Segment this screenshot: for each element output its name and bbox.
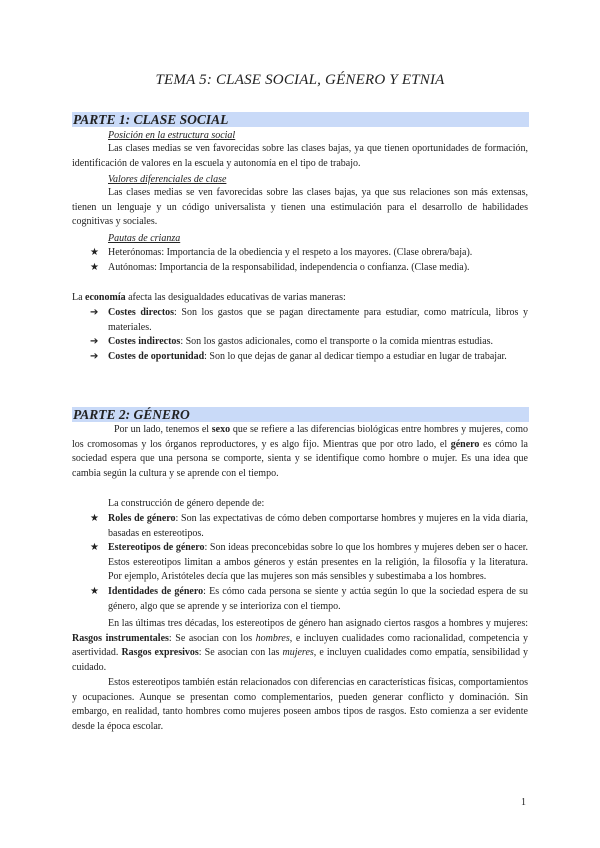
list-item (90, 585, 528, 614)
paragraph-estereotipos (72, 676, 528, 734)
arrow-right-icon: ➔ (90, 307, 99, 318)
term-sexo: sexo (211, 424, 231, 435)
genero-term: Roles de género (108, 513, 176, 524)
genero-text: : Son ideas preconcebidas sobre lo que los hombres y mujeres deben ser o hacer. Estos estereotipos limitan a ambos géneros y están presentes en la religión, la filosofía y la literatura. Por ejemplo, Aristóteles decía que las mujeres son más sensibles y subestimaba a los hombres. (108, 542, 528, 583)
list-item (90, 512, 528, 541)
genero-list (90, 512, 528, 614)
genero-term: Identidades de género (108, 585, 204, 597)
estereotipos-text: Estos estereotipos también están relacionados con diferencias en características físicas, comportamientos y ocupaciones. Aunque se presentan como complementarios, pueden generar conflicto y dominación. Sin embargo, en realidad, tanto hombres como mujeres poseen ambos tipos de rasgos. Esto comienza a ser evidente desde la época escolar. (72, 677, 528, 732)
list-item (90, 541, 528, 585)
star-icon: ★ (90, 247, 99, 258)
term-genero: género (450, 438, 480, 450)
coste-term: Costes de oportunidad (108, 350, 205, 362)
list-item (90, 350, 528, 365)
genero-term: Estereotipos de género (108, 542, 205, 554)
coste-term: Costes indirectos (108, 336, 181, 348)
coste-text: : Son lo que dejas de ganar al dedicar tiempo a estudiar en lugar de trabajar. (204, 350, 507, 362)
paragraph-posicion (72, 142, 528, 171)
part1-heading: PARTE 1: CLASE SOCIAL (72, 112, 529, 127)
crianza-list (90, 246, 528, 275)
economia-term: economía (85, 292, 126, 303)
term-rasgos-expresivos: Rasgos expresivos (121, 647, 199, 659)
coste-term: Costes directos (108, 307, 175, 318)
term-hombres: hombres (255, 632, 290, 644)
list-item (90, 261, 528, 276)
construccion-text: La construcción de género depende de: (108, 498, 265, 509)
page-number: 1 (521, 797, 526, 808)
text-fragment: , e incluyen cualidades como racionalidad, competencia y asertividad. (72, 632, 529, 659)
text-fragment: : Se asocian con las (198, 647, 283, 659)
star-icon: ★ (90, 585, 99, 597)
paragraph-rasgos (72, 617, 528, 675)
part2-heading: PARTE 2: GÉNERO (72, 407, 529, 422)
crianza-item-text: Heterónomas: Importancia de la obediencia y el respeto a los mayores. (Clase obrera/baja). (108, 247, 473, 258)
document-title: TEMA 5: CLASE SOCIAL, GÉNERO Y ETNIA (155, 72, 445, 88)
list-item (90, 306, 528, 335)
star-icon: ★ (90, 261, 99, 273)
costes-list (90, 306, 528, 364)
genero-text: : Son las expectativas de cómo deben comportarse hombres y mujeres en la vida diaria, basadas en estereotipos. (108, 513, 528, 539)
list-item (90, 335, 528, 350)
list-item (90, 246, 528, 261)
coste-text: : Son los gastos que se pagan directamente para estudiar, como matrícula, libros y materiales. (108, 307, 528, 333)
paragraph-sexo-genero (72, 423, 528, 481)
text-fragment: En las últimas tres décadas, los estereotipos de género han asignado ciertos rasgos a hombres y mujeres: (108, 618, 528, 629)
economia-pre: La (72, 292, 86, 303)
genero-text: : Es cómo cada persona se siente y actúa según lo que la sociedad espera de su género, algo que se aprende y se interioriza con el tiempo. (108, 585, 528, 612)
text-fragment: que se refiere a las diferencias biológicas entre hombres y mujeres, como los cromosomas y los órganos reproductores, y es algo fijo. Mientras que por otro lado, el (72, 424, 528, 450)
paragraph-valores-text: Las clases medias se ven favorecidas sobre las clases bajas, ya que sus relaciones son más extensas, tienen un lenguaje y un código universalista y tienen una estimulación para el desarrollo de habilidades cognitivas y sociales. (72, 187, 528, 228)
text-fragment: es cómo la sociedad espera que una persona se comporte, sienta y se identifique como hombre o mujer. Es una idea que cambia según la cultura y se aprende con el tiempo. (72, 438, 528, 479)
economia-post: afecta las desigualdades educativas de varias maneras: (125, 292, 346, 303)
term-rasgos-instrumentales: Rasgos instrumentales (72, 632, 169, 644)
subheading-valores: Valores diferenciales de clase (108, 174, 227, 185)
text-fragment: : Se asocian con los (168, 632, 256, 644)
paragraph-construccion (72, 497, 528, 512)
term-mujeres: mujeres (282, 647, 314, 659)
star-icon: ★ (90, 513, 99, 524)
arrow-right-icon: ➔ (90, 336, 99, 348)
paragraph-economia (72, 291, 528, 306)
subheading-posicion: Posición en la estructura social (108, 130, 236, 141)
star-icon: ★ (90, 542, 99, 554)
crianza-item-text: Autónomas: Importancia de la responsabilidad, independencia o confianza. (Clase media). (108, 261, 470, 273)
text-fragment: , e incluyen cualidades como empatía, sensibilidad y cuidado. (72, 647, 529, 673)
text-fragment: Por un lado, tenemos el (114, 424, 212, 435)
paragraph-valores (72, 186, 528, 230)
paragraph-posicion-text: Las clases medias se ven favorecidas sobre las clases bajas, ya que tienen oportunidades de formación, identificación de valores en la escuela y autonomía en el tipo de trabajo. (72, 143, 528, 169)
subheading-crianza: Pautas de crianza (108, 233, 181, 244)
coste-text: : Son los gastos adicionales, como el transporte o la comida mientras estudias. (180, 336, 494, 348)
arrow-right-icon: ➔ (90, 350, 99, 362)
